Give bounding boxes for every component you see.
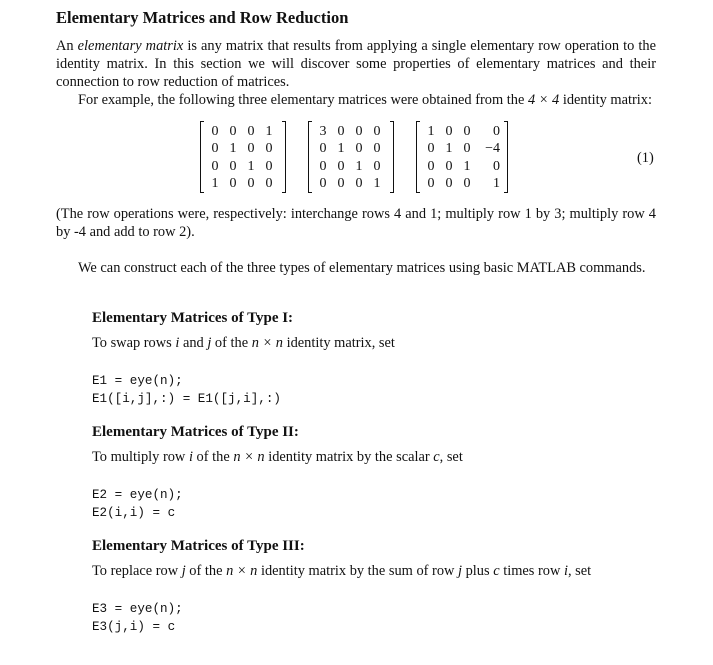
matrix-cell: 0 <box>211 141 219 157</box>
code-line: E1 = eye(n); <box>92 374 183 388</box>
matrix-row <box>314 140 386 157</box>
desc-var: j <box>207 335 212 351</box>
matrix-cell: 1 <box>373 176 381 192</box>
type-2-heading: Elementary Matrices of Type II: <box>92 424 299 440</box>
matrix-cell: 3 <box>319 124 327 139</box>
matrix-2 <box>308 122 394 192</box>
desc-text: times row <box>499 563 564 579</box>
desc-var: n × n <box>226 563 258 579</box>
matrix-cell: 0 <box>373 124 381 139</box>
type-2-description <box>92 449 463 466</box>
matrix-cell: 0 <box>247 124 255 139</box>
type-3-heading: Elementary Matrices of Type III: <box>92 538 305 554</box>
matrix-row <box>314 158 386 175</box>
matrix-cell: 0 <box>229 124 237 139</box>
matrix-cell: 0 <box>445 124 453 139</box>
matrix-cell: 0 <box>463 176 471 192</box>
section-title: Elementary Matrices and Row Reduction <box>56 8 349 27</box>
matrix-cell: 0 <box>427 141 435 157</box>
matrix-bracket-left <box>416 121 420 193</box>
desc-var: i <box>188 449 193 465</box>
matrix-cell: 1 <box>211 176 219 192</box>
matrix-cell: 0 <box>211 124 219 139</box>
matrix-1-table <box>206 123 278 193</box>
matrix-row <box>422 140 500 157</box>
type-3-description <box>92 563 591 580</box>
matrix-row <box>206 175 278 192</box>
matrix-cell: 0 <box>247 176 255 192</box>
matrix-cell: 1 <box>337 141 345 157</box>
desc-var: n × n <box>233 449 265 465</box>
matrix-cell: 0 <box>247 141 255 157</box>
matrix-cell: 0 <box>319 141 327 157</box>
matrix-bracket-left <box>308 121 312 193</box>
matrix-cell: 0 <box>445 176 453 192</box>
matrix-cell: 0 <box>337 176 345 192</box>
matrix-cell: 1 <box>355 158 363 174</box>
type-2-code <box>92 486 183 522</box>
desc-text: identity matrix by the sum of row <box>257 563 459 579</box>
desc-var: j <box>181 563 186 579</box>
matrix-cell: 0 <box>337 158 345 174</box>
matrix-3-table <box>422 123 500 193</box>
matrix-cell: 0 <box>355 176 363 192</box>
matrix-cell: 0 <box>337 124 345 139</box>
matrix-bracket-right <box>282 121 286 193</box>
matrix-cell: 1 <box>445 141 453 157</box>
intro-text-2: is any matrix that results from applying a single elementary row operation to the identity matrix. In this section we will discover some properties of elementary matrices and their connection to row reduction of matrices. <box>56 38 656 91</box>
matrix-bracket-right <box>390 121 394 193</box>
matrix-row <box>422 123 500 140</box>
desc-text: and <box>179 335 208 351</box>
code-line: E2 = eye(n); <box>92 488 183 502</box>
matrix-cell: 1 <box>247 158 255 174</box>
desc-var: c <box>493 563 500 579</box>
matrix-cell: 0 <box>319 176 327 192</box>
desc-text: of the <box>185 563 227 579</box>
desc-text: of the <box>192 449 234 465</box>
matrix-cell: 0 <box>319 158 327 174</box>
type-1-heading: Elementary Matrices of Type I: <box>92 310 294 326</box>
desc-text: of the <box>211 335 252 351</box>
code-line: E3(j,i) = c <box>92 620 176 634</box>
intro-text-1: An <box>56 38 78 54</box>
intro-term: elementary matrix <box>77 38 184 54</box>
desc-var: c <box>433 449 440 465</box>
code-line: E3 = eye(n); <box>92 602 183 616</box>
matrix-2-table <box>314 123 386 193</box>
matrix-cell: 0 <box>445 158 453 174</box>
matrix-cell: 0 <box>427 176 435 192</box>
matrix-cell: 0 <box>463 141 471 157</box>
matrix-cell: 1 <box>265 124 273 139</box>
type-1-code <box>92 372 281 408</box>
desc-text: , set <box>567 563 592 579</box>
matrix-cell: 0 <box>373 158 381 174</box>
matlab-intro-paragraph: We can construct each of the three types of elementary matrices using basic MATLAB commands. <box>78 260 646 276</box>
example-text-1: For example, the following three elementary matrices were obtained from the <box>78 92 528 108</box>
matrix-cell: 0 <box>493 124 500 139</box>
matrix-cell: 1 <box>463 158 471 174</box>
matrix-row <box>422 175 500 192</box>
matrix-row <box>206 140 278 157</box>
type-3-code <box>92 600 183 636</box>
matrix-cell: 0 <box>211 158 219 174</box>
matrix-cell: 1 <box>427 124 435 139</box>
desc-var: i <box>175 335 180 351</box>
intro-paragraph <box>56 37 656 92</box>
matrix-bracket-right <box>504 121 508 193</box>
matrix-3 <box>416 122 508 192</box>
desc-text: To multiply row <box>92 449 189 465</box>
desc-text: identity matrix by the scalar <box>264 449 434 465</box>
matrix-row <box>206 158 278 175</box>
matrix-1 <box>200 122 286 192</box>
matrix-cell: 0 <box>229 158 237 174</box>
desc-text: , set <box>439 449 463 465</box>
type-1-description <box>92 335 395 352</box>
equation-number: (1) <box>637 150 654 166</box>
example-paragraph <box>56 91 656 109</box>
matrix-cell: 0 <box>373 141 381 157</box>
matrix-cell: 0 <box>265 176 273 192</box>
matrix-bracket-left <box>200 121 204 193</box>
matrix-row <box>422 158 500 175</box>
desc-var: n × n <box>251 335 283 351</box>
example-size: 4 × 4 <box>527 92 560 108</box>
desc-text: identity matrix, set <box>283 335 395 351</box>
desc-var: i <box>563 563 568 579</box>
matrix-cell: 1 <box>229 141 237 157</box>
row-operations-note: (The row operations were, respectively: interchange rows 4 and 1; multiply row 1 by 3; multiply row 4 by -4 and add to row 2). <box>56 206 656 241</box>
matrix-row <box>314 123 386 140</box>
desc-var: j <box>458 563 463 579</box>
matrix-cell: −4 <box>485 141 500 157</box>
code-line: E1([i,j],:) = E1([j,i],:) <box>92 392 281 406</box>
matrix-cell: 0 <box>493 158 500 174</box>
matrix-cell: 0 <box>355 141 363 157</box>
desc-text: To replace row <box>92 563 182 579</box>
matrix-row <box>206 123 278 140</box>
code-line: E2(i,i) = c <box>92 506 176 520</box>
matrix-cell: 0 <box>229 176 237 192</box>
matrix-row <box>314 175 386 192</box>
desc-text: To swap rows <box>92 335 176 351</box>
matrix-cell: 0 <box>265 141 273 157</box>
matrix-cell: 0 <box>427 158 435 174</box>
example-text-2: identity matrix: <box>559 92 652 108</box>
desc-text: plus <box>462 563 494 579</box>
matrix-cell: 0 <box>355 124 363 139</box>
matrix-cell: 1 <box>493 176 500 192</box>
matrix-cell: 0 <box>265 158 273 174</box>
matrix-cell: 0 <box>463 124 471 139</box>
